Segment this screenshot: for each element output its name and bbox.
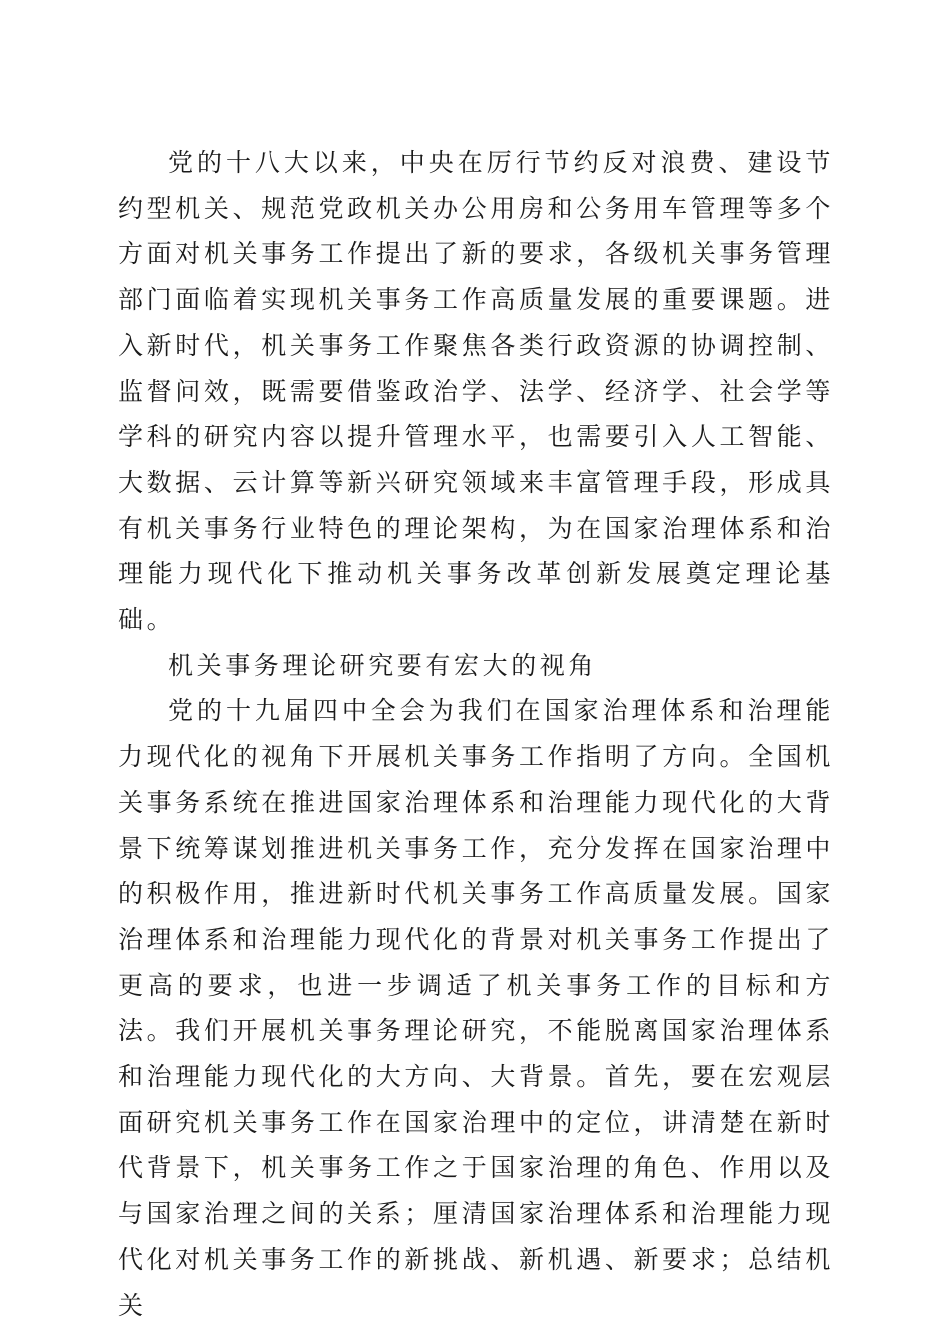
paragraph-intro: 党的十八大以来，中央在厉行节约反对浪费、建设节约型机关、规范党政机关办公用房和公务用车管理等多个方面对机关事务工作提出了新的要求，各级机关事务管理部门面临着实现机关事务工作高质量发展的重要课题。进入新时代，机关事务工作聚焦各类行政资源的协调控制、监督问效，既需要借鉴政治学、法学、经济学、社会学等学科的研究内容以提升管理水平，也需要引入人工智能、大数据、云计算等新兴研究领域来丰富管理手段，形成具有机关事务行业特色的理论架构，为在国家治理体系和治理能力现代化下推动机关事务改革创新发展奠定理论基础。	[118, 148, 834, 635]
paragraph-body: 党的十九届四中全会为我们在国家治理体系和治理能力现代化的视角下开展机关事务工作指明了方向。全国机关事务系统在推进国家治理体系和治理能力现代化的大背景下统筹谋划推进机关事务工作，充分发挥在国家治理中的积极作用，推进新时代机关事务工作高质量发展。国家治理体系和治理能力现代化的背景对机关事务工作提出了更高的要求，也进一步调适了机关事务工作的目标和方法。我们开展机关事务理论研究，不能脱离国家治理体系和治理能力现代化的大方向、大背景。首先，要在宏观层面研究机关事务工作在国家治理中的定位，讲清楚在新时代背景下，机关事务工作之于国家治理的角色、作用以及与国家治理之间的关系；厘清国家治理体系和治理能力现代化对机关事务工作的新挑战、新机遇、新要求；总结机关	[118, 696, 834, 1320]
document-page	[118, 140, 834, 1328]
section-heading: 机关事务理论研究要有宏大的视角	[168, 650, 598, 680]
